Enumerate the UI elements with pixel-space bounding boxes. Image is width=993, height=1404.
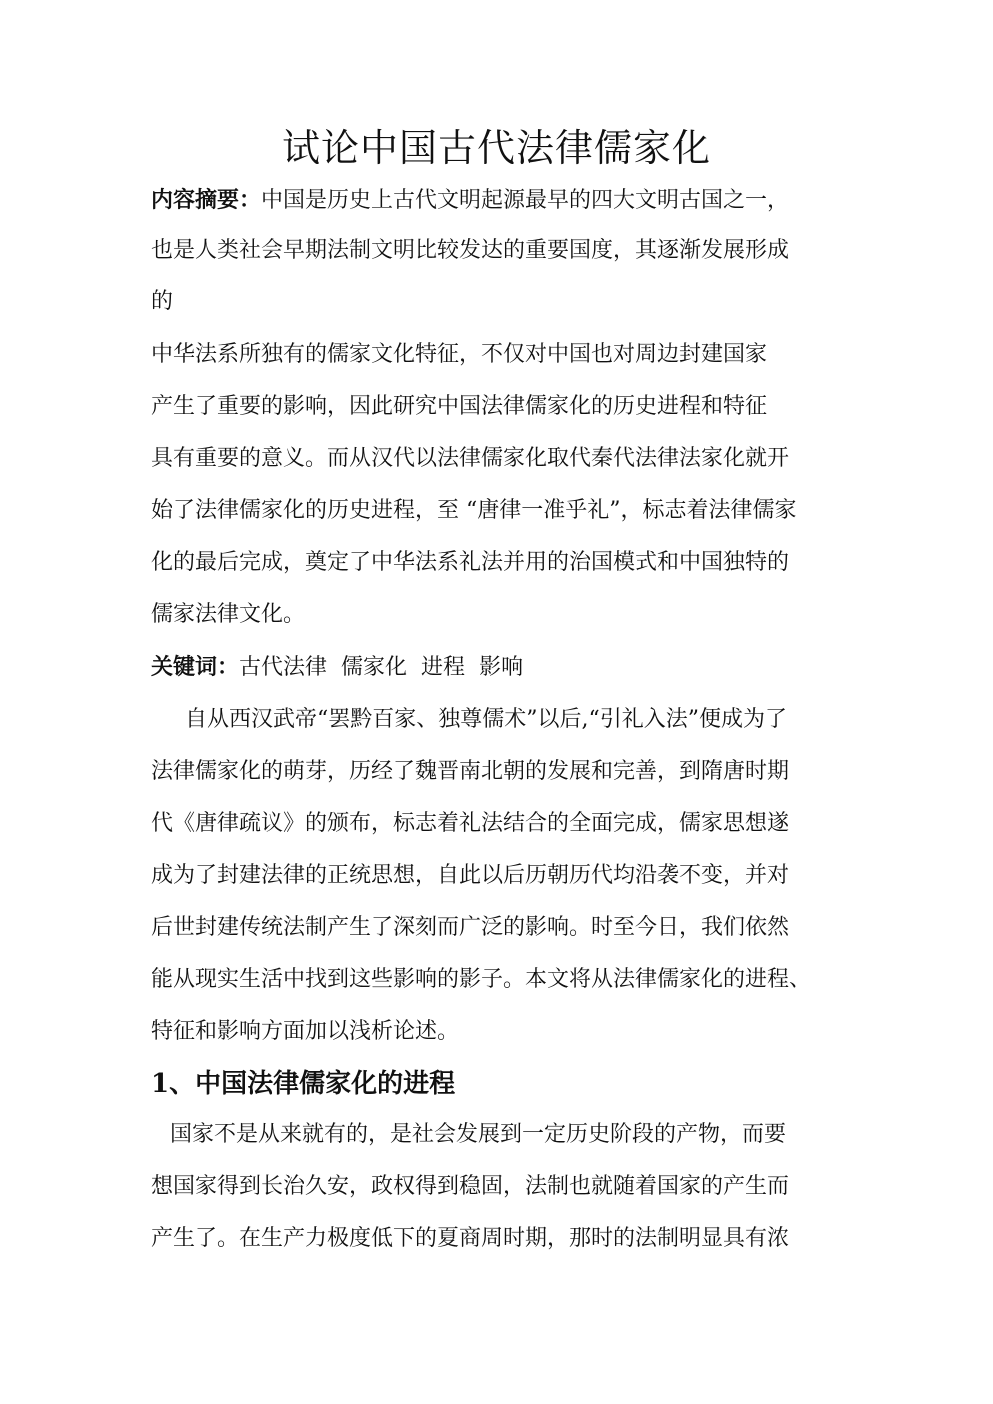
abstract-line: 具有重要的意义。而从汉代以法律儒家化取代秦代法律法家化就开 [151,446,790,471]
intro-line: 特征和影响方面加以浅析论述。 [151,1019,460,1044]
abstract-line: 始了法律儒家化的历史进程，至 “唐律一准乎礼”，标志着法律儒家 [151,498,797,523]
keyword: 儒家化 [341,655,408,680]
abstract-line: 化的最后完成，奠定了中华法系礼法并用的治国模式和中国独特的 [151,550,790,575]
abstract-label: 内容摘要： [151,187,262,213]
section-heading: 1、中国法律儒家化的进程 [151,1069,456,1099]
intro-line: 后世封建传统法制产生了深刻而广泛的影响。时至今日，我们依然 [151,915,790,940]
intro-line: 代《唐律疏议》的颁布，标志着礼法结合的全面完成，儒家思想遂 [151,811,790,836]
keyword: 影响 [479,655,524,680]
abstract-text: 中国是历史上古代文明起源最早的四大文明古国之一， [261,188,790,213]
keywords-line [151,652,523,683]
keyword: 进程 [421,655,466,680]
document-title: 试论中国古代法律儒家化 [281,126,711,170]
keyword: 古代法律 [239,655,328,680]
intro-line: 法律儒家化的萌芽，历经了魏晋南北朝的发展和完善，到隋唐时期 [151,759,790,784]
section-line: 产生了。在生产力极度低下的夏商周时期，那时的法制明显具有浓 [151,1226,790,1251]
abstract-line [151,185,789,216]
abstract-line: 儒家法律文化。 [151,602,306,627]
abstract-line: 也是人类社会早期法制文明比较发达的重要国度，其逐渐发展形成 [151,238,790,263]
abstract-line: 的 [151,289,174,314]
intro-line: 自从西汉武帝“罢黔百家、独尊儒术”以后,“引礼入法”便成为了 [185,707,787,732]
section-line: 国家不是从来就有的，是社会发展到一定历史阶段的产物，而要 [170,1122,787,1147]
abstract-line: 产生了重要的影响，因此研究中国法律儒家化的历史进程和特征 [151,394,768,419]
intro-line: 能从现实生活中找到这些影响的影子。本文将从法律儒家化的进程、 [151,967,812,992]
abstract-line: 中华法系所独有的儒家文化特征，不仅对中国也对周边封建国家 [151,342,768,367]
intro-line: 成为了封建法律的正统思想，自此以后历朝历代均沿袭不变，并对 [151,863,790,888]
section-line: 想国家得到长治久安，政权得到稳固，法制也就随着国家的产生而 [151,1174,790,1199]
keywords-label: 关键词： [151,654,240,680]
